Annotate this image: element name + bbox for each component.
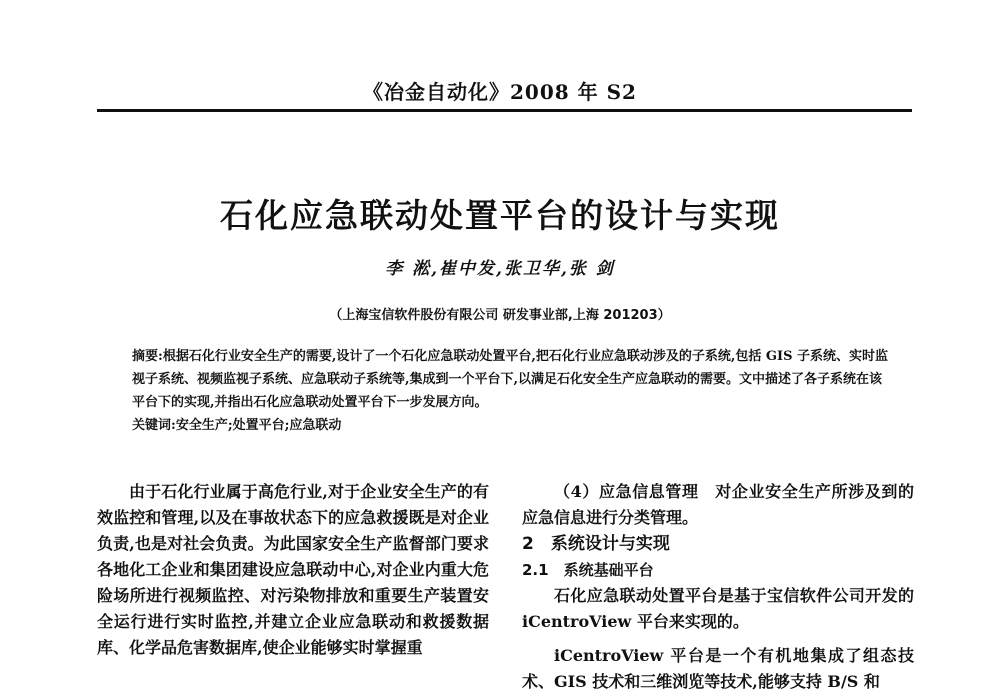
subsection-heading: 2.1 系统基础平台 bbox=[522, 561, 654, 579]
abstract-label: 摘要: bbox=[132, 349, 163, 364]
keywords-text: 安全生产;处置平台;应急联动 bbox=[175, 418, 342, 433]
paper-title: 石化应急联动处置平台的设计与实现 bbox=[220, 196, 780, 235]
header-rule bbox=[97, 109, 912, 112]
item4-paragraph: （4）应急信息管理 对企业安全生产所涉及到的应急信息进行分类管理。 bbox=[522, 482, 914, 527]
keywords-paragraph bbox=[132, 414, 892, 437]
section-heading: 2 系统设计与实现 bbox=[522, 534, 670, 554]
author-list: 李 淞,崔中发,张卫华,张 剑 bbox=[385, 259, 615, 279]
keywords-label: 关键词: bbox=[132, 418, 176, 433]
abstract-text: 根据石化行业安全生产的需要,设计了一个石化应急联动处置平台,把石化行业应急联动涉及的子系统,包括 GIS 子系统、实时监视子系统、视频监视子系统、应急联动子系统等,集成到一个平台下,以满足石化安全生产应急联动的需要。文中描述了各子系统在该平台下的实现,并指出石化应急联动处置平台下一步发展方向。 bbox=[132, 349, 889, 410]
abstract-paragraph bbox=[132, 345, 892, 414]
platform-paragraph: 石化应急联动处置平台是基于宝信软件公司开发的 iCentroView 平台来实现的。 bbox=[522, 586, 914, 631]
intro-paragraph: 由于石化行业属于高危行业,对于企业安全生产的有效监控和管理,以及在事故状态下的应急救援既是对企业负责,也是对社会负责。为此国家安全生产监督部门要求各地化工企业和集团建设应急联动中心,对企业内重大危险场所进行视频监控、对污染物排放和重要生产装置安全运行进行实时监控,并建立企业应急联动和救援数据库、化学品危害数据库,使企业能够实时掌握重 bbox=[97, 482, 489, 657]
abstract-block bbox=[132, 345, 892, 437]
running-header: 《冶金自动化》2008 年 S2 bbox=[363, 80, 637, 104]
left-column bbox=[97, 479, 489, 661]
icentroview-paragraph: iCentroView 平台是一个有机地集成了组态技术、GIS 技术和三维浏览等技术,能够支持 B/S 和 bbox=[522, 646, 914, 691]
affiliation: （上海宝信软件股份有限公司 研发事业部,上海 201203） bbox=[329, 308, 671, 323]
right-column bbox=[522, 479, 914, 695]
